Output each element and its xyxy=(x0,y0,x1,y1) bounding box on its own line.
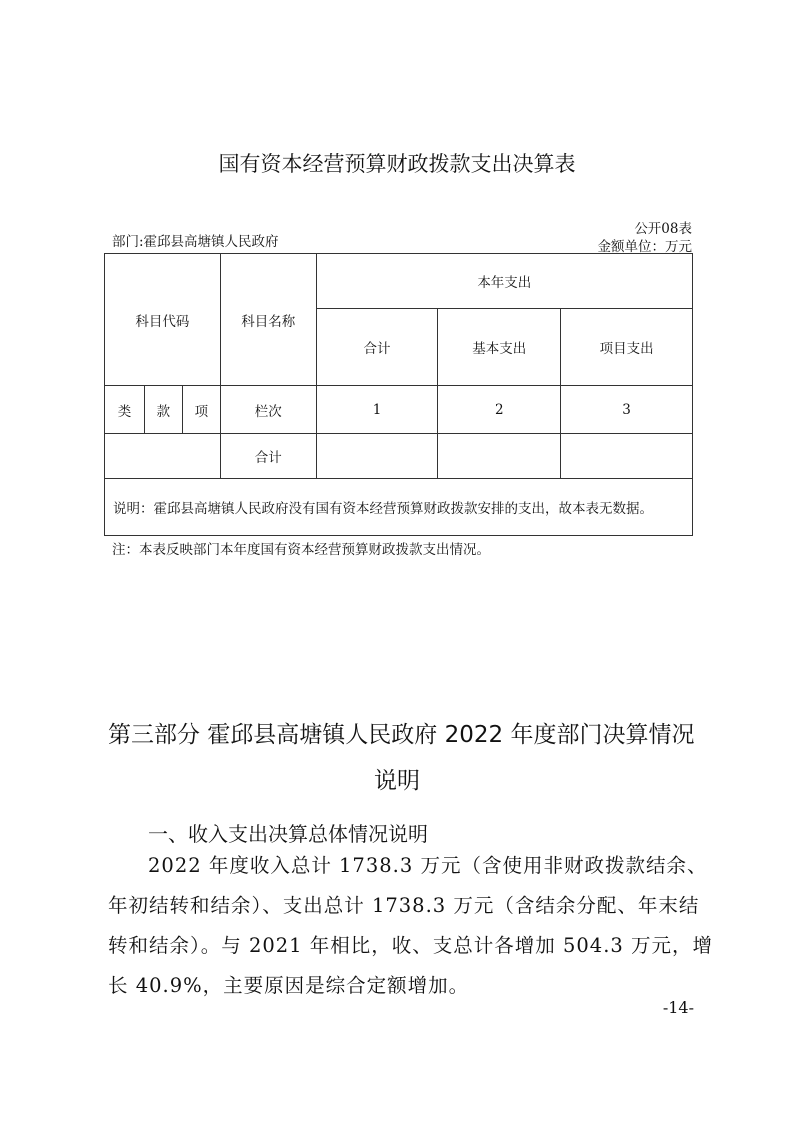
explanation: 说明：霍邱县高塘镇人民政府没有国有资本经营预算财政拨款安排的支出，故本表无数据。 xyxy=(105,479,693,536)
paragraph-line: 转和结余）。与 2021 年相比，收、支总计各增加 504.3 万元，增 xyxy=(108,934,713,957)
header-xiang: 项 xyxy=(182,386,220,434)
paragraph-line: 2022 年度收入总计 1738.3 万元（含使用非财政拨款结余、 xyxy=(148,854,708,877)
header-project: 项目支出 xyxy=(561,309,693,386)
header-basic: 基本支出 xyxy=(438,309,561,386)
unit-label: 金额单位：万元 xyxy=(597,239,692,255)
header-total: 合计 xyxy=(316,309,438,386)
col-1: 1 xyxy=(316,386,438,434)
header-this-year: 本年支出 xyxy=(316,254,692,309)
expenditure-table xyxy=(104,253,693,536)
paragraph-line: 年初结转和结余）、支出总计 1738.3 万元（含结余分配、年末结 xyxy=(108,894,700,917)
basic-cell xyxy=(438,434,561,479)
header-column-no: 栏次 xyxy=(220,386,316,434)
total-code-cell xyxy=(105,434,221,479)
table-number: 公开08表 xyxy=(634,221,692,237)
col-3: 3 xyxy=(561,386,693,434)
table-note: 注：本表反映部门本年度国有资本经营预算财政拨款支出情况。 xyxy=(112,542,490,558)
department-label: 部门:霍邱县高塘镇人民政府 xyxy=(112,234,279,250)
header-kuan: 款 xyxy=(144,386,182,434)
header-name: 科目名称 xyxy=(220,254,316,386)
section-title-cont: 说明 xyxy=(374,768,420,794)
header-lei: 类 xyxy=(105,386,145,434)
project-cell xyxy=(561,434,693,479)
subheading: 一、收入支出决算总体情况说明 xyxy=(148,822,428,846)
total-cell xyxy=(316,434,438,479)
table-title: 国有资本经营预算财政拨款支出决算表 xyxy=(218,152,576,176)
page-number: -14- xyxy=(662,998,694,1017)
header-code: 科目代码 xyxy=(105,254,221,386)
section-title: 第三部分 霍邱县高塘镇人民政府 2022 年度部门决算情况 xyxy=(108,722,695,748)
total-row-label: 合计 xyxy=(220,434,316,479)
col-2: 2 xyxy=(438,386,561,434)
paragraph-line: 长 40.9%，主要原因是综合定额增加。 xyxy=(108,974,470,997)
